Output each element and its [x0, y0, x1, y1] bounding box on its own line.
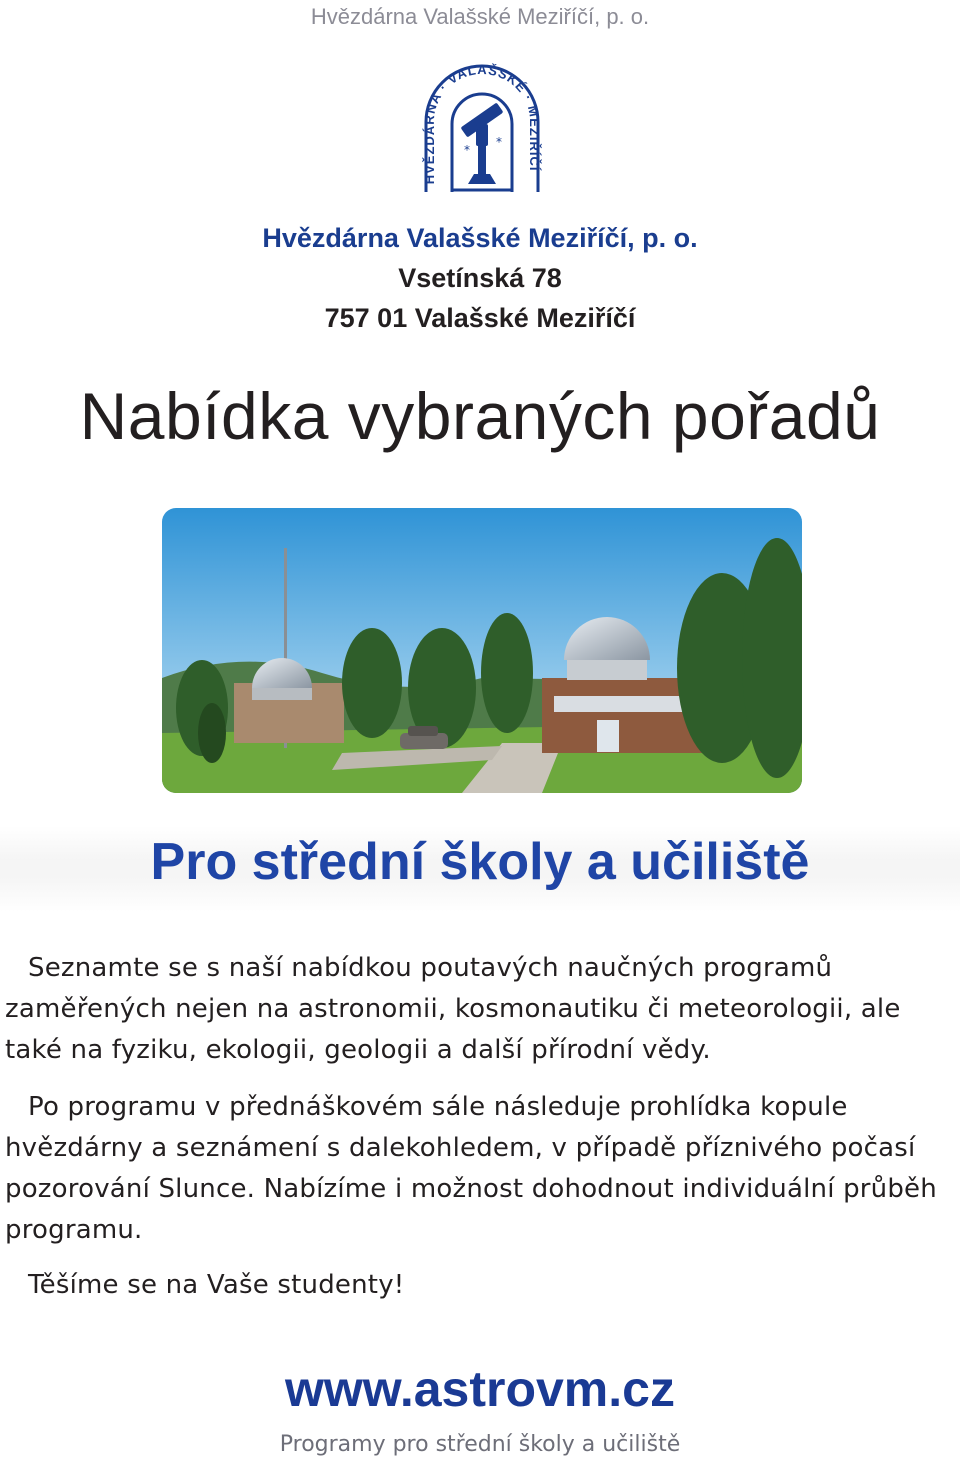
address-org-name: Hvězdárna Valašské Meziříčí, p. o. — [262, 223, 698, 253]
footer-text: Programy pro střední školy a učiliště — [279, 1432, 681, 1457]
closing-line: Těšíme se na Vaše studenty! — [28, 1270, 405, 1300]
svg-text:HVĚZDÁRNA · VALAŠSKÉ · MEZIŘÍČ: HVĚZDÁRNA · VALAŠSKÉ · MEZIŘÍČÍ — [421, 62, 542, 185]
address-city: 757 01 Valašské Meziříčí — [324, 303, 636, 333]
website-link[interactable]: www.astrovm.cz — [285, 1361, 675, 1417]
svg-text:*: * — [496, 135, 502, 149]
intro-paragraph: Seznamte se s naší nabídkou poutavých naučných programů zaměřených nejen na astronomii, kosmonautiku či meteorologii, ale také na fyziku, ekologii, geologii a další přírodní vědy. — [5, 953, 901, 1065]
observatory-photo — [162, 508, 802, 793]
address-block — [0, 218, 960, 338]
program-paragraph: Po programu v přednáškovém sále následuje prohlídka kopule hvězdárny a seznámení s dalekohledem, v případě příznivého počasí pozorování Slunce. Nabízíme i možnost dohodnout individuální průběh programu. — [5, 1092, 937, 1245]
section-subtitle: Pro střední školy a učiliště — [150, 833, 810, 891]
telescope-icon — [412, 62, 552, 198]
page-title: Nabídka vybraných pořadů — [79, 379, 881, 453]
svg-text:*: * — [464, 143, 470, 157]
observatory-logo — [412, 62, 552, 198]
address-street: Vsetínská 78 — [398, 263, 562, 293]
top-header: Hvězdárna Valašské Meziříčí, p. o. — [310, 4, 650, 29]
